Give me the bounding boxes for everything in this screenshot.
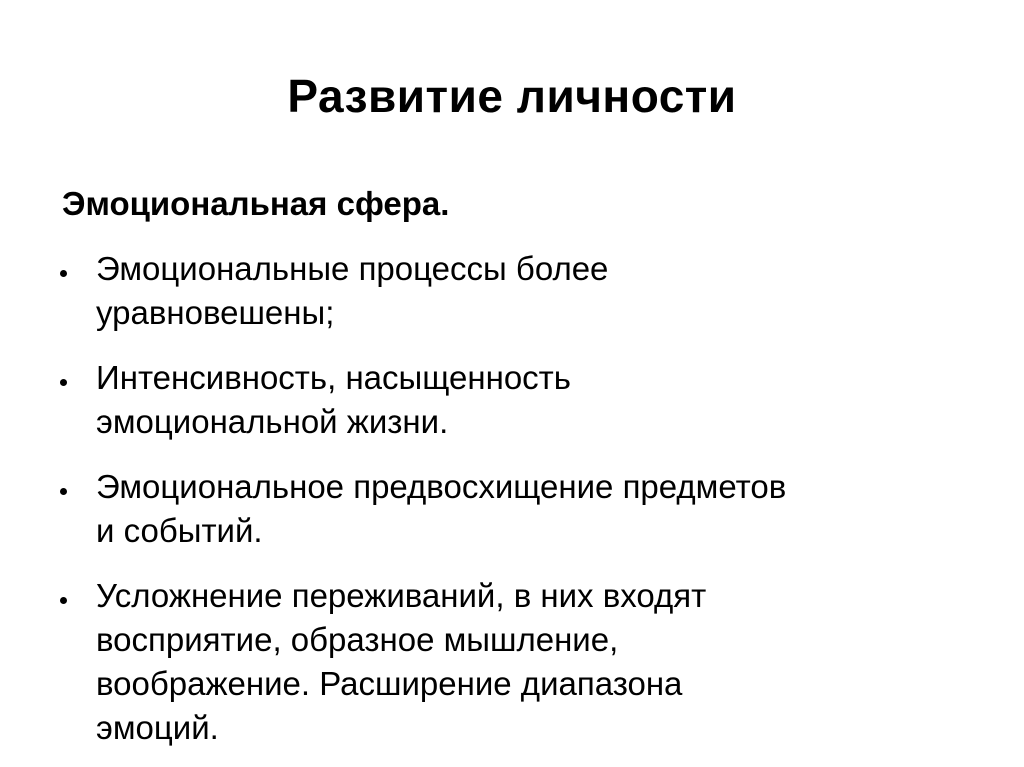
bullet-text: Эмоциональное предвосхищение предметов и событий. xyxy=(96,468,787,549)
bullet-item xyxy=(58,574,998,750)
bullet-dot-icon xyxy=(60,379,67,386)
bullet-text: Интенсивность, насыщенность эмоциональной жизни. xyxy=(96,359,571,440)
bullet-list xyxy=(58,247,998,767)
bullet-dot-icon xyxy=(60,488,67,495)
bullet-text: Эмоциональные процессы более уравновешены; xyxy=(96,250,609,331)
bullet-item xyxy=(58,247,998,335)
bullet-item xyxy=(58,356,998,444)
slide-title: Развитие личности xyxy=(287,70,737,122)
bullet-text: Усложнение переживаний, в них входят восприятие, образное мышление, воображение. Расширение диапазона эмоций. xyxy=(96,577,707,746)
bullet-dot-icon xyxy=(60,597,67,604)
bullet-dot-icon xyxy=(60,270,67,277)
bullet-item xyxy=(58,465,998,553)
section-heading: Эмоциональная сфера. xyxy=(62,185,450,222)
